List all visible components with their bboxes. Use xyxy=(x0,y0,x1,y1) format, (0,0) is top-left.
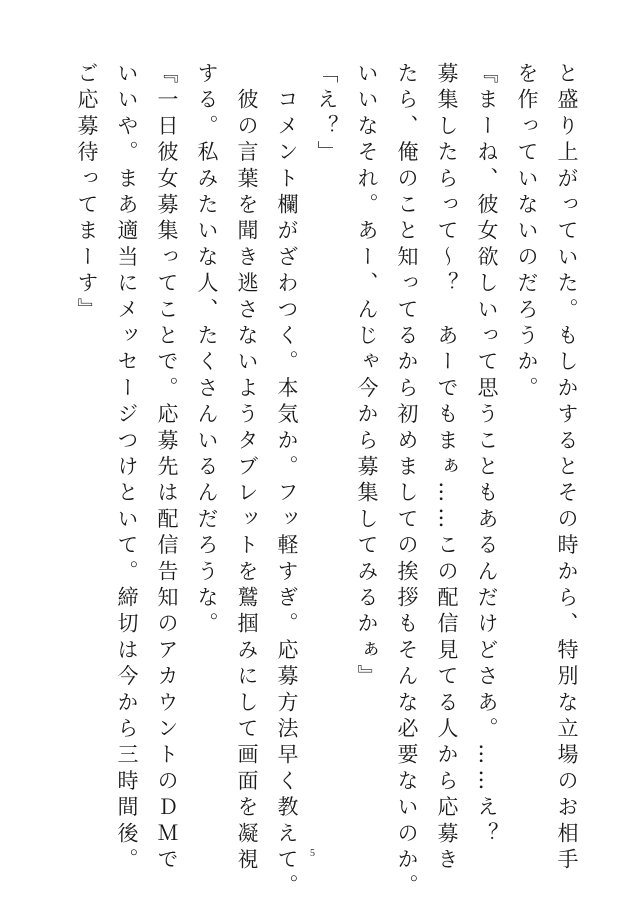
text-line-7: 「え？」 xyxy=(315,62,339,167)
text-line-4: 募集したらって〜？ あーでもまぁ……この配信見てる人から応募き xyxy=(435,62,459,875)
text-line-2: を作っていないのだろうか。 xyxy=(515,62,539,403)
text-line-3: 『まーね、彼女欲しいって思うこともあるんだけどさあ。……え？ xyxy=(475,62,499,848)
text-line-11: 『一日彼女募集ってことで。応募先は配信告知のアカウントのＤＭで xyxy=(155,62,179,875)
text-line-9: 彼の言葉を聞き逃さないようタブレットを鷲掴みにして画面を凝視 xyxy=(235,62,259,875)
text-line-13: ご応募待ってまーす』 xyxy=(75,62,99,324)
text-line-1: と盛り上がっていた。もしかするとその時から、特別な立場のお相手 xyxy=(555,62,579,875)
page-number: 5 xyxy=(310,848,315,859)
text-line-12: いいや。まあ適当にメッセージつけといて。締切は今から三時間後。 xyxy=(115,62,139,875)
text-line-5: たら、俺のこと知ってるから初めましての挨拶もそんな必要ないのか。 xyxy=(395,62,419,900)
text-line-10: する。私みたいな人、たくさんいるんだろうな。 xyxy=(195,62,219,639)
text-line-6: いいなそれ。あー、んじゃ今から募集してみるかぁ』 xyxy=(355,62,379,691)
text-line-8: コメント欄がざわつく。本気か。フッ軽すぎ。応募方法早く教えて。 xyxy=(275,62,299,900)
